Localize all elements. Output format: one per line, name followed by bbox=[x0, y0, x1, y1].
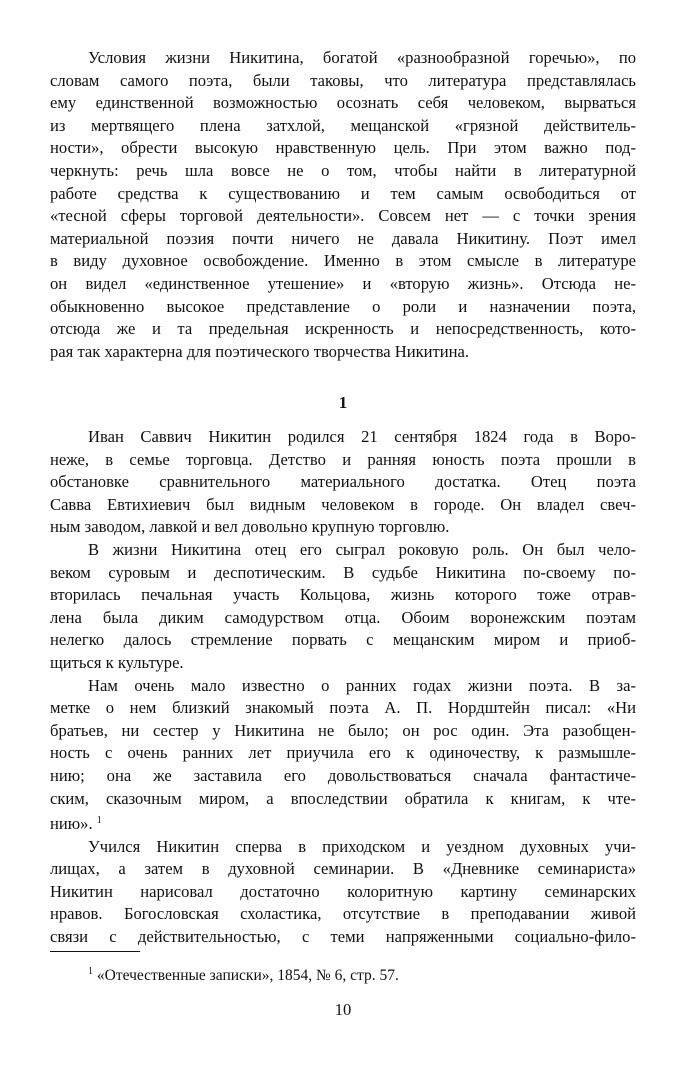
text-line: В жизни Никитина отец его сыграл роковую роль. Он был чело- bbox=[88, 539, 636, 559]
text-line: Савва Евтихиевич был видным человеком в городе. Он владел свеч- bbox=[50, 494, 636, 514]
text-line: «тесной сферы торговой деятельности». Совсем нет — с точки зрения bbox=[50, 206, 636, 226]
text-line: из мертвящего плена затхлой, мещанской «грязной действитель- bbox=[50, 115, 636, 135]
text-line: ским, сказочным миром, а впоследствии обратила к книгам, к чте- bbox=[50, 788, 636, 808]
text-line: метке о нем близкий знакомый поэта А. П. Нордштейн писал: «Ни bbox=[50, 698, 636, 718]
text-line: ности», обрести высокую нравственную цель. При этом важно под- bbox=[50, 138, 636, 158]
text-line: нравов. Богословская схоластика, отсутствие в преподавании живой bbox=[50, 904, 636, 924]
text-line: рая так характерна для поэтического творчества Никитина. bbox=[50, 341, 470, 361]
text-line: он видел «единственное утешение» и «вторую жизнь». Отсюда не- bbox=[50, 273, 636, 293]
text-line: Учился Никитин сперва в приходском и уездном духовных учи- bbox=[88, 836, 636, 856]
text-line: Иван Саввич Никитин родился 21 сентября 1824 года в Воро- bbox=[88, 427, 636, 446]
text-line: Никитин нарисовал достаточно колоритную картину семинарских bbox=[50, 881, 636, 901]
text-line: в виду духовное освобождение. Именно в этом смысле в литературе bbox=[50, 251, 636, 271]
footnote bbox=[88, 966, 399, 985]
text-line: отсюда же и та предельная искренность и непосредственность, кото- bbox=[50, 319, 636, 339]
text-line: веком суровым и деспотическим. В судьбе Никитина по-своему по- bbox=[50, 562, 636, 582]
text-line: вторилась печальная участь Кольцова, жизнь которого тоже отрав- bbox=[50, 585, 636, 605]
text-line: братьев, ни сестер у Никитина не было; он рос один. Эта разобщен- bbox=[50, 720, 636, 740]
text-line: работе средства к существованию и тем самым освободиться от bbox=[50, 183, 636, 203]
text-line: неже, в семье торговца. Детство и ранняя юность поэта прошли в bbox=[50, 449, 636, 469]
footnote-divider bbox=[50, 951, 140, 952]
body-text bbox=[50, 426, 636, 949]
text-line: Условия жизни Никитина, богатой «разнообразной горечью», по bbox=[88, 48, 636, 67]
text-line: нелегко далось стремление порвать с мещанским миром и приоб- bbox=[50, 630, 636, 650]
footnote-text: «Отечественные записки», 1854, № 6, стр. 57. bbox=[96, 967, 399, 984]
intro-paragraph bbox=[50, 47, 636, 363]
text-line: лена была диким самодурством отца. Обоим воронежским поэтам bbox=[50, 607, 636, 627]
text-line: обстановке сравнительного материального достатка. Отец поэта bbox=[50, 472, 636, 492]
footnote-reference: 1 bbox=[96, 815, 102, 827]
text-line: лищах, а затем в духовной семинарии. В «Дневнике семинариста» bbox=[50, 859, 636, 879]
text-line: черкнуть: речь шла вовсе не о том, чтобы найти в литературной bbox=[50, 160, 636, 180]
text-line: связи с действительностью, с теми напряженными социально-фило- bbox=[50, 927, 636, 947]
text-line: ность с очень ранних лет приучила его к одиночеству, к размышле- bbox=[50, 743, 636, 763]
footnote-marker: 1 bbox=[88, 966, 93, 977]
text-line: щиться к культуре. bbox=[50, 652, 184, 672]
section-number: 1 bbox=[338, 393, 348, 412]
text-line: Нам очень мало известно о ранних годах жизни поэта. В за- bbox=[88, 675, 636, 695]
text-line: нию; она же заставила его довольствоваться сначала фантастиче- bbox=[50, 765, 636, 785]
text-line: ным заводом, лавкой и вел довольно крупную торговлю. bbox=[50, 517, 450, 537]
text-line: ему единственной возможностью осознать себя человеком, вырваться bbox=[50, 93, 636, 113]
text-line: обыкновенно высокое представление о роли и назначении поэта, bbox=[50, 296, 636, 316]
text-line: нию». $^1$ bbox=[50, 814, 102, 834]
page-number: 10 bbox=[334, 1000, 352, 1019]
text-line: словам самого поэта, были таковы, что литература представлялась bbox=[50, 70, 636, 90]
text-line: материальной поэзия почти ничего не давала Никитину. Поэт имел bbox=[50, 228, 636, 248]
